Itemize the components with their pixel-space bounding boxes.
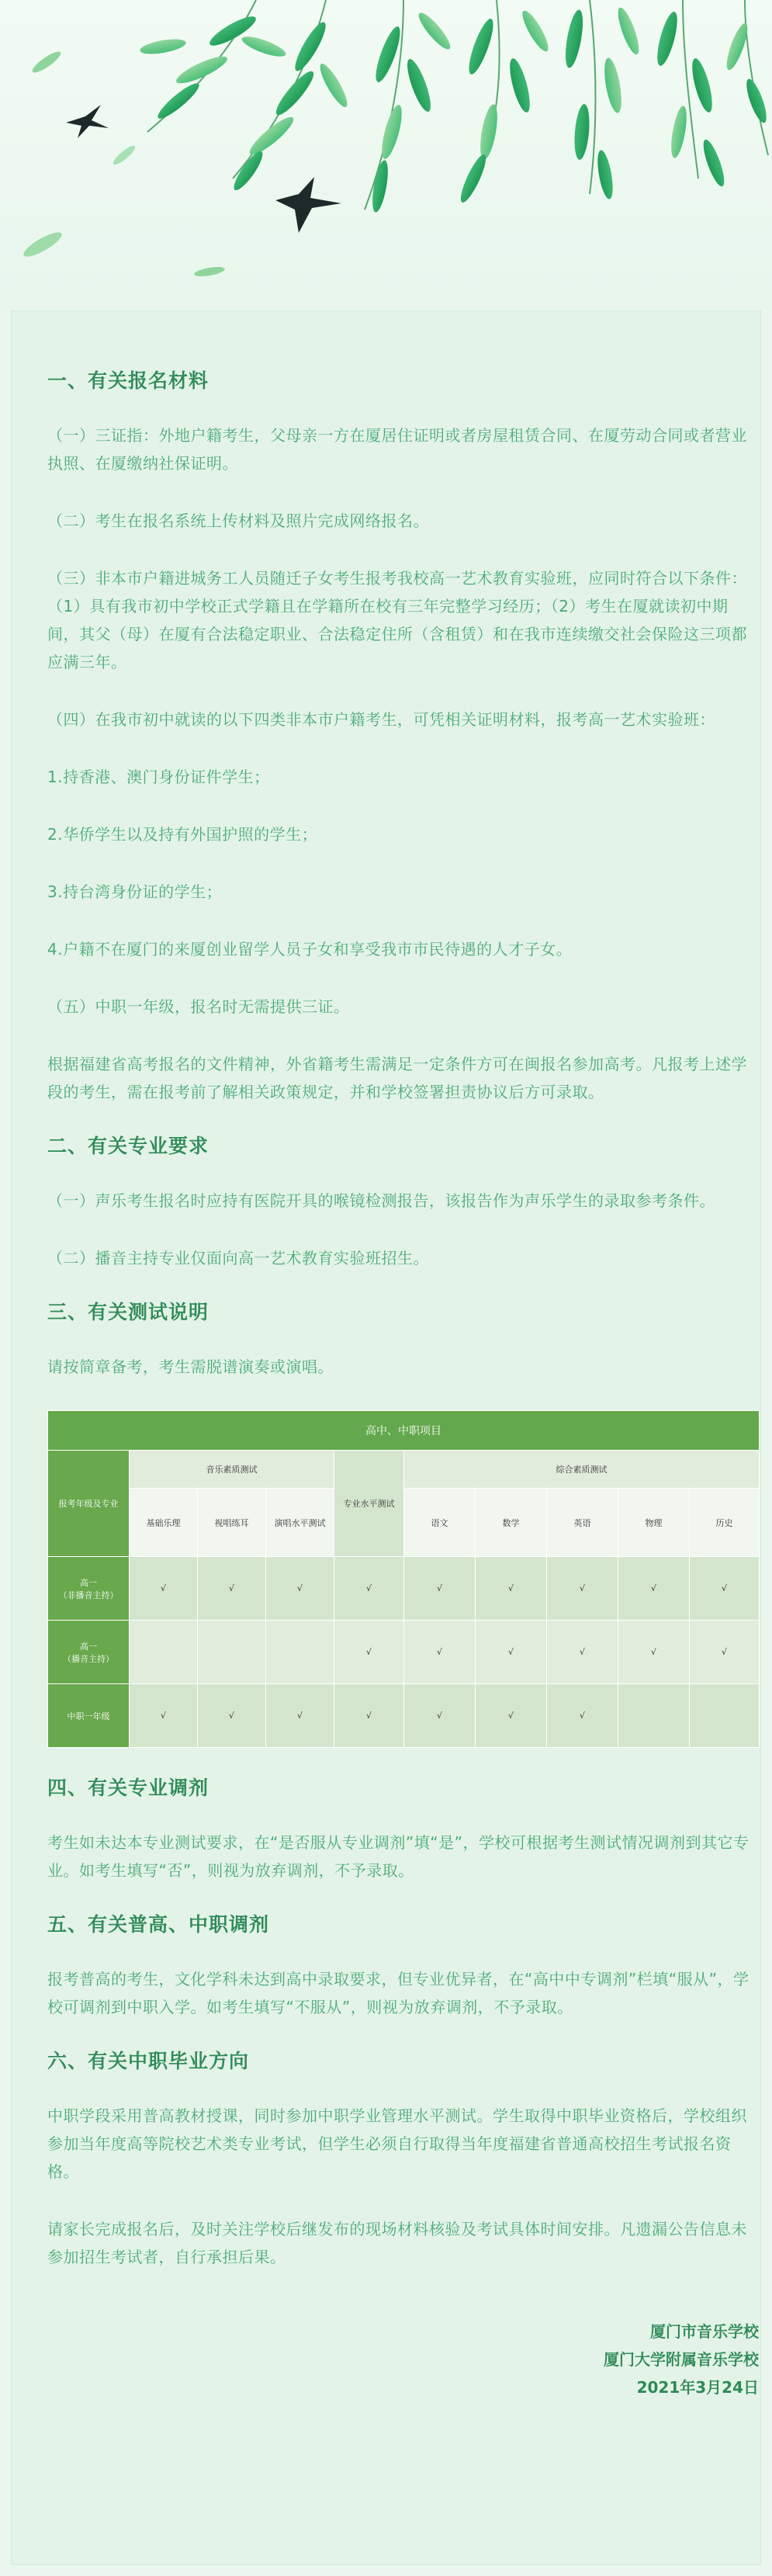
signature [47, 2318, 759, 2401]
table-cell: √ [198, 1557, 266, 1621]
paragraph: （二）播音主持专业仅面向高一艺术教育实验班招生。 [47, 1249, 429, 1267]
willow-leaves [21, 5, 770, 278]
paragraph: 3.持台湾身份证的学生； [47, 882, 223, 901]
table-row-label: 高一 （播音主持） [48, 1621, 130, 1684]
section-heading-graduation: 六、有关中职毕业方向 [47, 2050, 250, 2072]
table-row-header: 报考年级及专业 [48, 1451, 130, 1557]
table-group-comp: 综合素质测试 [404, 1451, 760, 1489]
table-cell: √ [334, 1684, 404, 1748]
test-items-table [47, 1410, 759, 1748]
paragraph: 根据福建省高考报名的文件精神，外省籍考生需满足一定条件方可在闽报名参加高考。凡报考上述学段的考生，需在报考前了解相关政策规定，并和学校签署担责协议后方可录取。 [47, 1055, 747, 1101]
table-col-header: 英语 [547, 1489, 618, 1557]
table-cell: √ [130, 1557, 198, 1621]
paragraph: 1.持香港、澳门身份证件学生； [47, 768, 270, 786]
table-cell: √ [404, 1621, 476, 1684]
table-col-header: 语文 [404, 1489, 476, 1557]
table-group-music: 音乐素质测试 [130, 1451, 334, 1489]
table-col-header: 数学 [476, 1489, 547, 1557]
section-heading-adjust: 四、有关专业调剂 [47, 1777, 209, 1799]
content-panel [11, 310, 761, 2565]
table-col-header: 视唱练耳 [198, 1489, 266, 1557]
table-cell: √ [547, 1621, 618, 1684]
table-title: 高中、中职项目 [48, 1411, 760, 1451]
table-cell: √ [266, 1684, 334, 1748]
table-cell: √ [547, 1684, 618, 1748]
header-banner [0, 0, 772, 310]
table-cell: √ [476, 1621, 547, 1684]
paragraph: （三）非本市户籍进城务工人员随迁子女考生报考我校高一艺术教育实验班，应同时符合以下条件：（1）具有我市初中学校正式学籍且在学籍所在校有三年完整学习经历；（2）考生在厦就读初中期间，其父（母）在厦有合法稳定职业、合法稳定住所（含租赁）和在我市连续缴交社会保险这三项都应满三年。 [47, 569, 747, 671]
paragraph: 2.华侨学生以及持有外国护照的学生； [47, 825, 318, 844]
table-cell: √ [198, 1684, 266, 1748]
table-cell [690, 1684, 760, 1748]
paragraph: 考生如未达本专业测试要求，在“是否服从专业调剂”填“是”，学校可根据考生测试情况调剂到其它专业。如考生填写“否”，则视为放弃调剂，不予录取。 [47, 1833, 749, 1880]
paragraph: （二）考生在报名系统上传材料及照片完成网络报名。 [47, 511, 429, 530]
section-heading-tests: 三、有关测试说明 [47, 1301, 209, 1323]
table-cell [198, 1621, 266, 1684]
paragraph: 请按简章备考，考生需脱谱演奏或演唱。 [47, 1357, 334, 1376]
paragraph: 请家长完成报名后，及时关注学校后继发布的现场材料核验及考试具体时间安排。凡遗漏公告信息未参加招生考试者，自行承担后果。 [47, 2220, 747, 2266]
table-cell: √ [404, 1684, 476, 1748]
willow-swallow-illustration [0, 0, 772, 310]
section-heading-major: 二、有关专业要求 [47, 1135, 209, 1157]
table-cell: √ [476, 1684, 547, 1748]
paragraph: （一）声乐考生报名时应持有医院开具的喉镜检测报告，该报告作为声乐学生的录取参考条件。 [47, 1191, 715, 1210]
signature-date: 2021年3月24日 [636, 2378, 759, 2397]
section-heading-highschool-vocational: 五、有关普高、中职调剂 [47, 1913, 270, 1936]
section-heading-materials: 一、有关报名材料 [47, 369, 209, 392]
swallow-large [275, 177, 341, 233]
table-cell: √ [690, 1557, 760, 1621]
table-cell: √ [266, 1557, 334, 1621]
table-cell: √ [690, 1621, 760, 1684]
table-cell: √ [476, 1557, 547, 1621]
table-cell: √ [334, 1621, 404, 1684]
table-row-label: 高一 （非播音主持） [48, 1557, 130, 1621]
swallow-small [66, 105, 109, 138]
table-col-header: 基础乐理 [130, 1489, 198, 1557]
paragraph: 报考普高的考生，文化学科未达到高中录取要求，但专业优异者，在“高中中专调剂”栏填“服从”，学校可调剂到中职入学。如考生填写“不服从”，则视为放弃调剂，不予录取。 [47, 1970, 749, 2016]
table-cell: √ [404, 1557, 476, 1621]
table-cell: √ [618, 1621, 690, 1684]
table-row [48, 1684, 760, 1748]
table-row-label: 中职一年级 [48, 1684, 130, 1748]
signature-org-2: 厦门大学附属音乐学校 [604, 2350, 759, 2369]
notice-content [47, 367, 759, 2401]
table-group-pro: 专业水平测试 [334, 1451, 404, 1557]
table-col-header: 物理 [618, 1489, 690, 1557]
table-cell [130, 1621, 198, 1684]
paragraph: 中职学段采用普高教材授课，同时参加中职学业管理水平测试。学生取得中职毕业资格后，学校组织参加当年度高等院校艺术类专业考试，但学生必须自行取得当年度福建省普通高校招生考试报名资格。 [47, 2106, 747, 2181]
table-cell [266, 1621, 334, 1684]
table-cell [618, 1684, 690, 1748]
table-row [48, 1557, 760, 1621]
table-cell: √ [547, 1557, 618, 1621]
table-cell: √ [618, 1557, 690, 1621]
signature-org-1: 厦门市音乐学校 [650, 2322, 759, 2341]
paragraph: （五）中职一年级，报名时无需提供三证。 [47, 997, 350, 1016]
table-cell: √ [130, 1684, 198, 1748]
table-col-header: 演唱水平测试 [266, 1489, 334, 1557]
paragraph: （四）在我市初中就读的以下四类非本市户籍考生，可凭相关证明材料，报考高一艺术实验班： [47, 710, 715, 729]
paragraph: （一）三证指：外地户籍考生，父母亲一方在厦居住证明或者房屋租赁合同、在厦劳动合同或者营业执照、在厦缴纳社保证明。 [47, 426, 747, 473]
table-row [48, 1621, 760, 1684]
table-col-header: 历史 [690, 1489, 760, 1557]
table-cell: √ [334, 1557, 404, 1621]
paragraph: 4.户籍不在厦门的来厦创业留学人员子女和享受我市市民待遇的人才子女。 [47, 940, 573, 959]
